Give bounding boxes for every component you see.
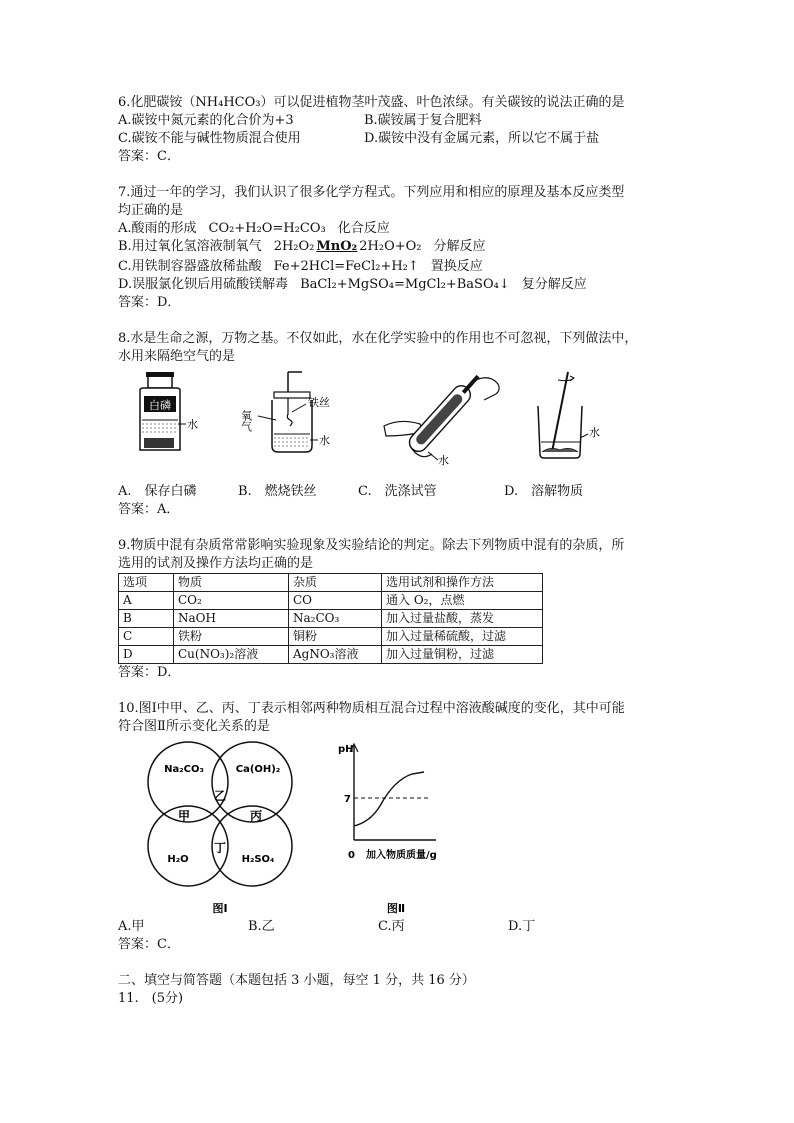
table-cell: 铜粉 [289,628,382,646]
q9-stem-line2: 选用的试剂及操作方法均正确的是 [118,556,314,571]
q7-d-equation: BaCl₂+MgSO₄=MgCl₂+BaSO₄↓ [300,277,510,292]
table-cell: 加入过量稀硫酸，过滤 [382,628,543,646]
q9-stem-line1: 9.物质中混有杂质常常影响实验现象及实验结论的判定。除去下列物质中混有的杂质，所 [118,538,625,553]
exam-page [118,94,678,1008]
q10-stem-line2: 符合图Ⅱ所示变化关系的是 [118,719,270,734]
table-header: 杂质 [289,574,382,592]
table-cell: 加入过量盐酸，蒸发 [382,610,543,628]
q10-option-c: C.丙 [378,919,405,934]
q7-c-text: C.用铁制容器盛放稀盐酸 [118,259,262,274]
q10-figure-2-caption: 图Ⅱ [386,902,406,915]
q10-figure-1-caption: 图Ⅰ [212,902,228,915]
q10-answer: 答案：C． [118,937,180,952]
table-row [119,628,543,646]
q8-figure-c-test-tube [380,366,510,478]
q7-b-equation-right: 2H₂O+O₂ [359,239,422,254]
table-cell: B [119,610,174,628]
q10-h2o-label: H₂O [167,854,189,865]
q7-a-equation: CO₂+H₂O=H₂CO₃ [208,221,326,236]
table-cell: Cu(NO₃)₂溶液 [174,646,289,664]
q7-b-type: 分解反应 [433,239,486,254]
q8-option-d: D. 溶解物质 [504,484,584,499]
table-header: 物质 [174,574,289,592]
table-row [119,592,543,610]
table-cell: AgNO₃溶液 [289,646,382,664]
q10-option-d: D.丁 [508,919,536,934]
table-row [119,646,543,664]
q6-options-ab [118,112,678,130]
q10-option-b: B.乙 [248,919,275,934]
q10-stem-line1: 10.图Ⅰ中甲、乙、丙、丁表示相邻两种物质相互混合过程中溶液酸碱度的变化，其中可能 [118,701,625,716]
q8-b-water-label: 水 [319,434,330,447]
table-cell: C [119,628,174,646]
table-cell: 加入过量铜粉，过滤 [382,646,543,664]
q10-options [118,918,678,936]
q7-option-c [118,258,678,276]
question-9 [118,537,678,682]
q6-options-cd [118,130,678,148]
q6-option-c: C.碳铵不能与碱性物质混合使用 [118,131,301,146]
q10-x-axis-label: 加入物质质量/g [366,850,437,861]
table-cell: Na₂CO₃ [289,610,382,628]
q8-figures [118,366,678,481]
q7-stem-line2: 均正确的是 [118,203,184,218]
q7-a-type: 化合反应 [337,221,390,236]
q10-jia-label: 甲 [177,809,191,823]
table-header: 选项 [119,574,174,592]
q6-option-b: B.碳铵属于复合肥料 [364,113,482,128]
q10-origin-label: 0 [348,850,355,861]
q7-option-d [118,276,678,294]
question-10 [118,700,678,954]
section-2-heading: 二、填空与简答题（本题包括 3 小题，每空 1 分，共 16 分） [118,973,475,988]
q10-figure-2-ph-chart [336,738,476,916]
q10-yi-label: 乙 [213,789,227,803]
q7-d-type: 复分解反应 [521,277,587,292]
q9-table [118,573,543,664]
q7-answer: 答案：D． [118,295,181,310]
q8-c-water-label: 水 [438,454,449,467]
q10-ding-label: 丁 [213,841,227,855]
q8-d-water-label: 水 [589,426,600,439]
q8-option-b: B. 燃烧铁丝 [238,484,317,499]
q6-stem: 6.化肥碳铵（NH₄HCO₃）可以促进植物茎叶茂盛、叶色浓绿。有关碳铵的说法正确的是 [118,95,625,110]
q8-a-water-label: 水 [187,418,198,431]
q8-answer: 答案：A． [118,502,180,517]
table-cell: 通入 O₂，点燃 [382,592,543,610]
question-6 [118,94,678,166]
question-8 [118,330,678,519]
q7-d-text: D.误服氯化钡后用硫酸镁解毒 [118,277,289,292]
table-cell: CO₂ [174,592,289,610]
q10-h2so4-label: H₂SO₄ [241,854,275,865]
q8-figure-a-bottle [132,366,202,478]
q7-c-equation: Fe+2HCl=FeCl₂+H₂↑ [273,259,419,274]
q7-b-equation-left: 2H₂O₂ [273,239,315,254]
q7-option-b [118,238,678,258]
question-11-heading: 11. (5分) [118,991,184,1006]
q10-bing-label: 丙 [249,809,263,823]
q7-a-text: A.酸雨的形成 [118,221,197,236]
q8-bottle-label: 白磷 [149,399,171,412]
table-cell: 铁粉 [174,628,289,646]
table-cell: CO [289,592,382,610]
q7-option-a [118,220,678,238]
q7-b-catalyst: MnO₂ [316,239,358,254]
q10-caoh2-label: Ca(OH)₂ [235,764,281,775]
q10-na2co3-label: Na₂CO₃ [164,764,204,775]
q10-figure-1-circles [140,738,310,916]
q8-stem-line1: 8.水是生命之源，万物之基。不仅如此，水在化学实验中的作用也不可忽视，下列做法中， [118,331,638,346]
q6-answer: 答案：C． [118,149,180,164]
q8-options [118,483,678,501]
q10-figures [118,736,678,918]
q8-option-c: C. 洗涤试管 [358,484,437,499]
table-header-row [119,574,543,592]
q6-option-d: D.碳铵中没有金属元素，所以它不属于盐 [364,131,600,146]
q8-wire-label: 铁丝 [308,396,330,409]
q10-option-a: A.甲 [118,919,145,934]
q10-ph-axis-label: pH [338,744,354,755]
table-cell: NaOH [174,610,289,628]
table-row [119,610,543,628]
table-header: 选用试剂和操作方法 [382,574,543,592]
q9-answer: 答案：D． [118,665,181,680]
q8-stem-line2: 水用来隔绝空气的是 [118,349,236,364]
q7-b-text: B.用过氧化氢溶液制氧气 [118,239,262,254]
q8-oxygen-label: 氧气 [240,410,253,432]
q7-stem-line1: 7.通过一年的学习，我们认识了很多化学方程式。下列应用和相应的原理及基本反应类型 [118,185,625,200]
table-cell: D [119,646,174,664]
q6-option-a: A.碳铵中氮元素的化合价为+3 [118,113,294,128]
q8-option-a: A. 保存白磷 [118,484,197,499]
question-7 [118,184,678,312]
table-cell: A [119,592,174,610]
q7-c-type: 置换反应 [430,259,483,274]
q8-figure-d-beaker [530,366,610,478]
q8-figure-b-iron-wire [240,366,350,478]
q10-ph-7-tick: 7 [344,794,351,805]
